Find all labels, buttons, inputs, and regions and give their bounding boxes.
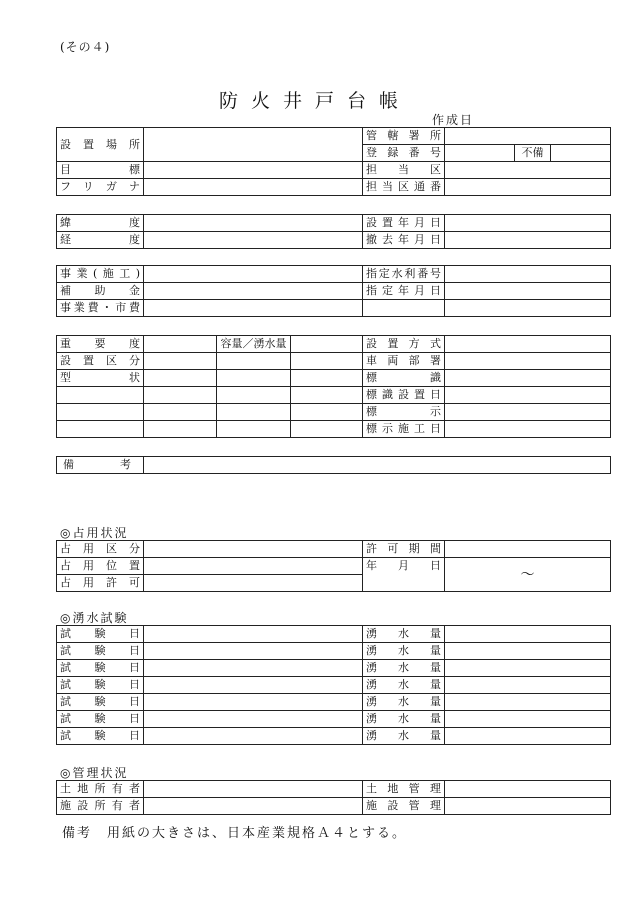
- empty-cell: [57, 404, 144, 421]
- test-date-label: 試 験 日: [57, 711, 144, 728]
- spring-volume-field[interactable]: [445, 694, 611, 711]
- empty-cell: [144, 387, 217, 404]
- removal-date-field[interactable]: [445, 232, 611, 249]
- subsidy-label: 補 助 金: [57, 283, 144, 300]
- test-date-label: 試 験 日: [57, 694, 144, 711]
- landmark-field[interactable]: [144, 162, 363, 179]
- test-date-field[interactable]: [144, 694, 363, 711]
- location-label: 設置場所: [57, 128, 144, 162]
- spring-volume-label: 湧 水 量: [363, 711, 445, 728]
- empty-cell: [144, 404, 217, 421]
- removal-date-label: 撤去年月日: [363, 232, 445, 249]
- latitude-label: 緯 度: [57, 215, 144, 232]
- land-owner-label: 土地所有者: [57, 781, 144, 798]
- test-date-label: 試 験 日: [57, 660, 144, 677]
- install-date-label: 設置年月日: [363, 215, 445, 232]
- empty-cell: [217, 404, 291, 421]
- capacity-field[interactable]: [291, 336, 363, 353]
- period-tilde[interactable]: ～: [445, 558, 611, 592]
- spring-volume-field[interactable]: [445, 626, 611, 643]
- occupancy-permit-label: 占用許可: [57, 575, 144, 592]
- occupancy-position-label: 占用位置: [57, 558, 144, 575]
- test-date-field[interactable]: [144, 660, 363, 677]
- spring-volume-field[interactable]: [445, 643, 611, 660]
- coords-table: [56, 214, 611, 249]
- test-date-field[interactable]: [144, 711, 363, 728]
- district-no-label: 担当区通番: [363, 179, 445, 196]
- test-date-field[interactable]: [144, 643, 363, 660]
- water-use-no-label: 指定水利番号: [363, 266, 445, 283]
- sign-date-label: 標識設置日: [363, 387, 445, 404]
- test-date-label: 試 験 日: [57, 728, 144, 745]
- footnote: 備考 用紙の大きさは、日本産業規格Ａ４とする。: [62, 826, 408, 841]
- empty-cell: [291, 421, 363, 438]
- empty-cell: [291, 404, 363, 421]
- facility-owner-field[interactable]: [144, 798, 363, 815]
- sign-date-field[interactable]: [445, 387, 611, 404]
- project-label: 事業(施工): [57, 266, 144, 283]
- permit-period-field[interactable]: [445, 541, 611, 558]
- importance-label: 重 要 度: [57, 336, 144, 353]
- furigana-field[interactable]: [144, 179, 363, 196]
- table-row: [57, 643, 611, 660]
- vehicle-unit-label: 車両部署: [363, 353, 445, 370]
- remarks-label: 備 考: [57, 457, 144, 474]
- basic-info-table: [56, 127, 611, 196]
- marking-date-field[interactable]: [445, 421, 611, 438]
- unequipped-label: 不備: [515, 145, 551, 162]
- spec-table: [56, 335, 611, 438]
- facility-mgmt-label: 施設管理: [363, 798, 445, 815]
- empty-cell: [57, 421, 144, 438]
- table-row: [57, 626, 611, 643]
- empty-cell: [291, 387, 363, 404]
- table-row: [57, 728, 611, 745]
- occupancy-position-field[interactable]: [144, 558, 363, 575]
- remarks-table: [56, 456, 611, 474]
- spring-volume-label: 湧 水 量: [363, 643, 445, 660]
- land-owner-field[interactable]: [144, 781, 363, 798]
- occupancy-table: [56, 540, 611, 592]
- vehicle-unit-field[interactable]: [445, 353, 611, 370]
- table-row: [57, 677, 611, 694]
- spring-test-heading: ◎湧水試験: [60, 611, 129, 625]
- page-title: 防火井戸台帳: [218, 90, 411, 112]
- sign-field[interactable]: [445, 370, 611, 387]
- spring-volume-label: 湧 水 量: [363, 677, 445, 694]
- test-date-label: 試 験 日: [57, 643, 144, 660]
- cost-label: 事業費・市費: [57, 300, 144, 317]
- permit-period-label: 許可期間: [363, 541, 445, 558]
- shape-field[interactable]: [144, 370, 217, 387]
- table-row: [57, 694, 611, 711]
- empty-cell: [291, 370, 363, 387]
- occupancy-category-label: 占用区分: [57, 541, 144, 558]
- latitude-field[interactable]: [144, 215, 363, 232]
- district-field[interactable]: [445, 162, 611, 179]
- marking-label: 標 示: [363, 404, 445, 421]
- district-no-field[interactable]: [445, 179, 611, 196]
- project-table: [56, 265, 611, 317]
- land-mgmt-field[interactable]: [445, 781, 611, 798]
- spring-volume-label: 湧 水 量: [363, 660, 445, 677]
- occupancy-category-field[interactable]: [144, 541, 363, 558]
- landmark-label: 目 標: [57, 162, 144, 179]
- spring-volume-label: 湧 水 量: [363, 728, 445, 745]
- station-field[interactable]: [445, 128, 611, 145]
- importance-field[interactable]: [144, 336, 217, 353]
- station-label: 管轄署所: [363, 128, 445, 145]
- marking-field[interactable]: [445, 404, 611, 421]
- empty-cell: [217, 421, 291, 438]
- empty-cell: [445, 300, 611, 317]
- remarks-field[interactable]: [144, 457, 611, 474]
- created-date-label: 作成日: [432, 113, 475, 127]
- facility-owner-label: 施設所有者: [57, 798, 144, 815]
- unequipped-field[interactable]: [551, 145, 611, 162]
- test-date-field[interactable]: [144, 677, 363, 694]
- date-label: 年 月 日: [363, 558, 445, 592]
- spring-volume-field[interactable]: [445, 728, 611, 745]
- subsidy-field[interactable]: [144, 283, 363, 300]
- table-row: [57, 711, 611, 728]
- occupancy-permit-field[interactable]: [144, 575, 363, 592]
- spring-volume-label: 湧 水 量: [363, 626, 445, 643]
- empty-cell: [144, 421, 217, 438]
- management-heading: ◎管理状況: [60, 766, 129, 780]
- spring-volume-field[interactable]: [445, 677, 611, 694]
- management-table: [56, 780, 611, 815]
- category-label: 設置区分: [57, 353, 144, 370]
- reg-no-field[interactable]: [445, 145, 515, 162]
- empty-cell: [363, 300, 445, 317]
- location-field[interactable]: [144, 128, 363, 162]
- designation-date-label: 指定年月日: [363, 283, 445, 300]
- reg-no-label: 登録番号: [363, 145, 445, 162]
- land-mgmt-label: 土地管理: [363, 781, 445, 798]
- designation-date-field[interactable]: [445, 283, 611, 300]
- longitude-field[interactable]: [144, 232, 363, 249]
- test-date-label: 試 験 日: [57, 626, 144, 643]
- cost-field[interactable]: [144, 300, 363, 317]
- install-date-field[interactable]: [445, 215, 611, 232]
- empty-cell: [217, 353, 291, 370]
- capacity-label: 容量／湧水量: [217, 336, 291, 353]
- spring-volume-label: 湧 水 量: [363, 694, 445, 711]
- marking-date-label: 標示施工日: [363, 421, 445, 438]
- furigana-label: フリガナ: [57, 179, 144, 196]
- install-method-field[interactable]: [445, 336, 611, 353]
- project-field[interactable]: [144, 266, 363, 283]
- spring-test-table: [56, 625, 611, 745]
- spring-volume-field[interactable]: [445, 660, 611, 677]
- empty-cell: [217, 387, 291, 404]
- test-date-field[interactable]: [144, 728, 363, 745]
- test-date-label: 試 験 日: [57, 677, 144, 694]
- table-row: [57, 660, 611, 677]
- empty-cell: [217, 370, 291, 387]
- district-label: 担 当 区: [363, 162, 445, 179]
- shape-label: 型 状: [57, 370, 144, 387]
- longitude-label: 経 度: [57, 232, 144, 249]
- install-method-label: 設置方式: [363, 336, 445, 353]
- facility-mgmt-field[interactable]: [445, 798, 611, 815]
- sign-label: 標 識: [363, 370, 445, 387]
- test-date-field[interactable]: [144, 626, 363, 643]
- spring-volume-field[interactable]: [445, 711, 611, 728]
- empty-cell: [291, 353, 363, 370]
- occupancy-heading: ◎占用状況: [60, 526, 129, 540]
- sheet-number: (その４): [60, 40, 111, 54]
- water-use-no-field[interactable]: [445, 266, 611, 283]
- category-field[interactable]: [144, 353, 217, 370]
- empty-cell: [57, 387, 144, 404]
